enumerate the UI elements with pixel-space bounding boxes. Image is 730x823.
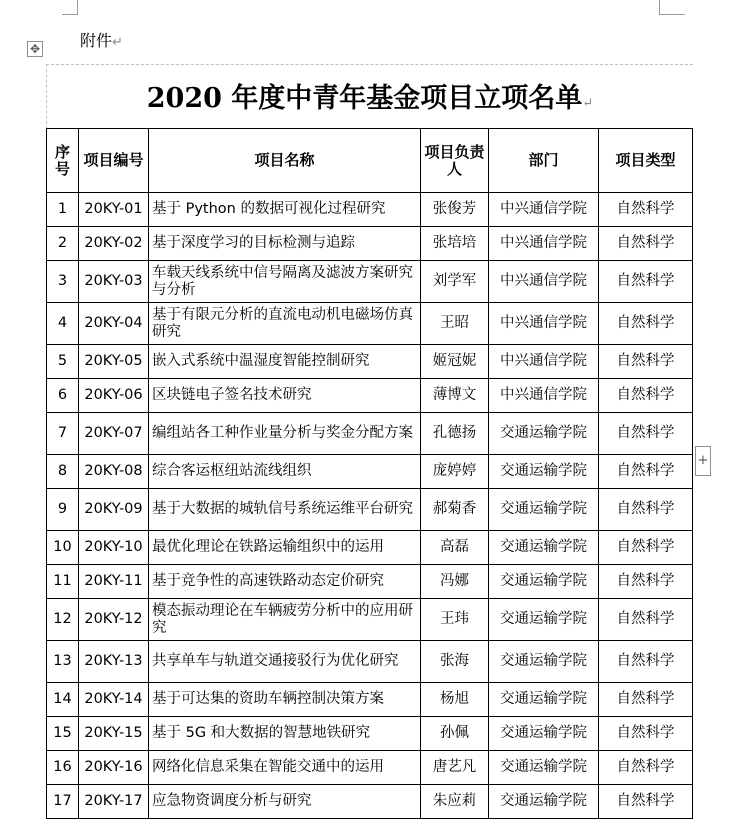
cell-person[interactable]: 张俊芳 [421,193,489,227]
cell-person[interactable]: 孔德扬 [421,413,489,455]
cell-dept[interactable]: 中兴通信学院 [489,261,599,303]
cell-no[interactable]: 12 [47,599,79,641]
cell-dept[interactable]: 交通运输学院 [489,565,599,599]
cell-name[interactable]: 基于 Python 的数据可视化过程研究 [149,193,421,227]
cell-person[interactable]: 薄博文 [421,379,489,413]
cell-type[interactable]: 自然科学 [599,785,693,819]
table-row [47,379,693,413]
cell-dept[interactable]: 交通运输学院 [489,455,599,489]
cell-person[interactable]: 刘学军 [421,261,489,303]
cell-dept[interactable]: 交通运输学院 [489,785,599,819]
cell-type[interactable]: 自然科学 [599,303,693,345]
header-code[interactable]: 项目编号 [79,129,149,193]
page-corner-mark [77,0,78,14]
cell-type[interactable]: 自然科学 [599,531,693,565]
cell-dept[interactable]: 交通运输学院 [489,599,599,641]
cell-name[interactable]: 编组站各工种作业量分析与奖金分配方案 [149,413,421,455]
table-row [47,261,693,303]
cell-dept[interactable]: 中兴通信学院 [489,379,599,413]
cell-dept[interactable]: 交通运输学院 [489,683,599,717]
cell-type[interactable]: 自然科学 [599,599,693,641]
cell-no[interactable]: 3 [47,261,79,303]
cell-name[interactable]: 区块链电子签名技术研究 [149,379,421,413]
cell-dept[interactable]: 交通运输学院 [489,641,599,683]
table-row [47,345,693,379]
cell-dept[interactable]: 中兴通信学院 [489,193,599,227]
cell-no[interactable]: 5 [47,345,79,379]
table-row [47,717,693,751]
cell-name[interactable]: 模态振动理论在车辆疲劳分析中的应用研究 [149,599,421,641]
cell-type[interactable]: 自然科学 [599,683,693,717]
cell-name[interactable]: 综合客运枢纽站流线组织 [149,455,421,489]
cell-person[interactable]: 张海 [421,641,489,683]
cell-name[interactable]: 基于 5G 和大数据的智慧地铁研究 [149,717,421,751]
table-header-row [47,129,693,193]
cell-type[interactable]: 自然科学 [599,227,693,261]
table-row [47,641,693,683]
cell-person[interactable]: 朱应莉 [421,785,489,819]
cell-name[interactable]: 基于有限元分析的直流电动机电磁场仿真研究 [149,303,421,345]
cell-person[interactable]: 唐艺凡 [421,751,489,785]
cell-type[interactable]: 自然科学 [599,413,693,455]
cell-no[interactable]: 16 [47,751,79,785]
cell-code[interactable]: 20KY-17 [79,785,149,819]
cell-no[interactable]: 13 [47,641,79,683]
cell-person[interactable]: 王玮 [421,599,489,641]
cell-code[interactable]: 20KY-15 [79,717,149,751]
table-row [47,227,693,261]
cell-name[interactable]: 网络化信息采集在智能交通中的运用 [149,751,421,785]
cell-dept[interactable]: 中兴通信学院 [489,303,599,345]
table-move-handle[interactable] [27,41,43,57]
cell-type[interactable]: 自然科学 [599,565,693,599]
cell-type[interactable]: 自然科学 [599,489,693,531]
cell-person[interactable]: 庞婷婷 [421,455,489,489]
cell-no[interactable]: 11 [47,565,79,599]
page-corner-mark [659,14,685,15]
header-person[interactable]: 项目负责人 [421,129,489,193]
cell-no[interactable]: 2 [47,227,79,261]
cell-dept[interactable]: 交通运输学院 [489,751,599,785]
cell-name[interactable]: 基于竞争性的高速铁路动态定价研究 [149,565,421,599]
cell-person[interactable]: 张培培 [421,227,489,261]
table-row [47,565,693,599]
header-dept[interactable]: 部门 [489,129,599,193]
cell-no[interactable]: 17 [47,785,79,819]
cell-no[interactable]: 8 [47,455,79,489]
add-row-handle[interactable] [695,446,711,476]
header-type[interactable]: 项目类型 [599,129,693,193]
cell-person[interactable]: 高磊 [421,531,489,565]
header-no[interactable]: 序号 [47,129,79,193]
cell-no[interactable]: 4 [47,303,79,345]
cell-type[interactable]: 自然科学 [599,261,693,303]
cell-code[interactable]: 20KY-03 [79,261,149,303]
cell-no[interactable]: 7 [47,413,79,455]
move-cross-icon: ✥ [29,42,41,56]
cell-name[interactable]: 基于可达集的资助车辆控制决策方案 [149,683,421,717]
table-row [47,751,693,785]
cell-code[interactable]: 20KY-14 [79,683,149,717]
cell-name[interactable]: 最优化理论在铁路运输组织中的运用 [149,531,421,565]
cell-dept[interactable]: 交通运输学院 [489,717,599,751]
table-row [47,303,693,345]
attachment-label: 附件↵ [80,31,123,50]
page-corner-mark [659,0,660,14]
cell-code[interactable]: 20KY-04 [79,303,149,345]
cell-name[interactable]: 车载天线系统中信号隔离及滤波方案研究与分析 [149,261,421,303]
cell-no[interactable]: 6 [47,379,79,413]
page-corner-mark [62,14,78,15]
header-name[interactable]: 项目名称 [149,129,421,193]
cell-name[interactable]: 共享单车与轨道交通接驳行为优化研究 [149,641,421,683]
cell-person[interactable]: 冯娜 [421,565,489,599]
cell-code[interactable]: 20KY-12 [79,599,149,641]
table-row [47,193,693,227]
cell-code[interactable]: 20KY-01 [79,193,149,227]
cell-type[interactable]: 自然科学 [599,751,693,785]
plus-icon: + [697,453,709,468]
cell-person[interactable]: 杨旭 [421,683,489,717]
table-row [47,489,693,531]
table-row [47,599,693,641]
table-row [47,455,693,489]
cell-type[interactable]: 自然科学 [599,717,693,751]
cell-type[interactable]: 自然科学 [599,455,693,489]
cell-name[interactable]: 应急物资调度分析与研究 [149,785,421,819]
cell-type[interactable]: 自然科学 [599,193,693,227]
table-row [47,683,693,717]
cell-no[interactable]: 1 [47,193,79,227]
cell-code[interactable]: 20KY-13 [79,641,149,683]
document-title[interactable]: 2020 年度中青年基金项目立项名单↵ [146,83,594,114]
cell-dept[interactable]: 中兴通信学院 [489,227,599,261]
cell-name[interactable]: 基于大数据的城轨信号系统运维平台研究 [149,489,421,531]
cell-name[interactable]: 基于深度学习的目标检测与追踪 [149,227,421,261]
cell-dept[interactable]: 交通运输学院 [489,531,599,565]
cell-code[interactable]: 20KY-05 [79,345,149,379]
cell-dept[interactable]: 交通运输学院 [489,413,599,455]
cell-no[interactable]: 9 [47,489,79,531]
cell-code[interactable]: 20KY-11 [79,565,149,599]
cell-code[interactable]: 20KY-02 [79,227,149,261]
cell-type[interactable]: 自然科学 [599,379,693,413]
table-row [47,785,693,819]
project-table [46,128,693,819]
cell-person[interactable]: 姬冠妮 [421,345,489,379]
cell-no[interactable]: 15 [47,717,79,751]
cell-code[interactable]: 20KY-10 [79,531,149,565]
table-row [47,531,693,565]
cell-dept[interactable]: 中兴通信学院 [489,345,599,379]
cell-type[interactable]: 自然科学 [599,641,693,683]
cell-person[interactable]: 王昭 [421,303,489,345]
cell-no[interactable]: 10 [47,531,79,565]
cell-no[interactable]: 14 [47,683,79,717]
cell-name[interactable]: 嵌入式系统中温湿度智能控制研究 [149,345,421,379]
table-row [47,413,693,455]
cell-code[interactable]: 20KY-08 [79,455,149,489]
cell-code[interactable]: 20KY-16 [79,751,149,785]
cell-code[interactable]: 20KY-06 [79,379,149,413]
cell-type[interactable]: 自然科学 [599,345,693,379]
cell-code[interactable]: 20KY-07 [79,413,149,455]
cell-dept[interactable]: 交通运输学院 [489,489,599,531]
cell-person[interactable]: 郝菊香 [421,489,489,531]
cell-person[interactable]: 孙佩 [421,717,489,751]
cell-code[interactable]: 20KY-09 [79,489,149,531]
